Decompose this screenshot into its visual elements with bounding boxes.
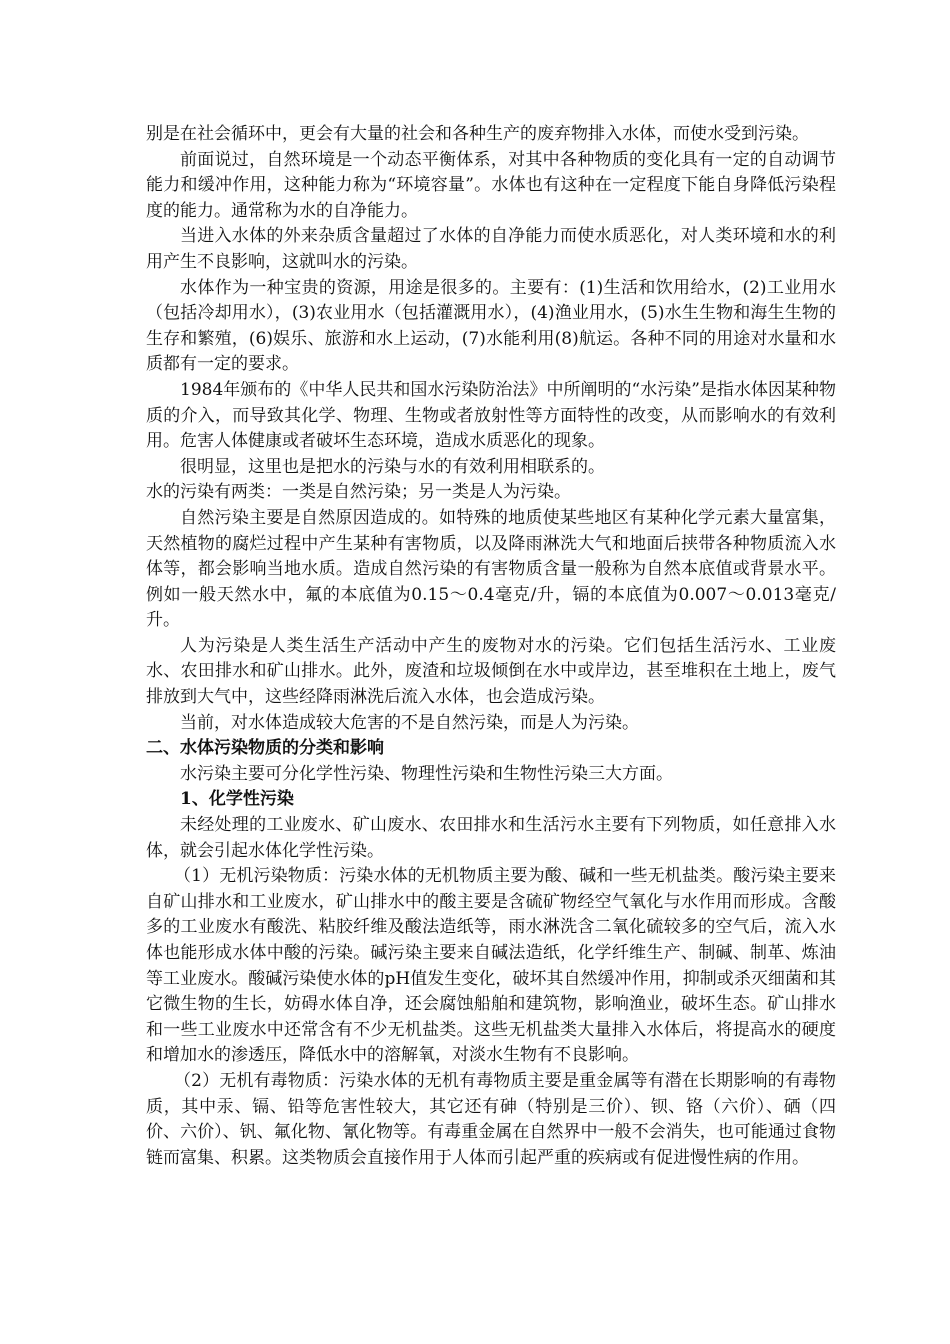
- section-heading-classification: 二、水体污染物质的分类和影响: [146, 738, 384, 759]
- paragraph-effective-use: 很明显，这里也是把水的污染与水的有效利用相联系的。: [180, 456, 605, 477]
- paragraph-untreated-wastewater: 未经处理的工业废水、矿山废水、农田排水和生活污水主要有下列物质，如任意排入水体，就会引起水体化学性污染。: [146, 815, 836, 861]
- paragraph-inorganic-pollutants: （1）无机污染物质：污染水体的无机物质主要为酸、碱和一些无机盐类。酸污染主要来自矿山排水和工业废水，矿山排水中的酸主要是含硫矿物经空气氧化与水作用而形成。含酸多的工业废水有酸洗、粘胶纤维及酸法造纸等，雨水淋洗含二氧化硫较多的空气后，流入水体也能形成水体中酸的污染。碱污染主要来自碱法造纸，化学纤维生产、制碱、制革、炼油等工业废水。酸碱污染使水体的pH值发生变化，破坏其自然缓冲作用，抑制或杀灭细菌和其它微生物的生长，妨碍水体自净，还会腐蚀船舶和建筑物，影响渔业，破坏生态。矿山排水和一些工业废水中还常含有不少无机盐类。这些无机盐类大量排入水体后，将提高水的硬度和增加水的渗透压，降低水中的溶解氧，对淡水生物有不良影响。: [146, 866, 836, 1066]
- document-page: [146, 122, 836, 1171]
- paragraph-water-uses: 水体作为一种宝贵的资源，用途是很多的。主要有：(1)生活和饮用给水，(2)工业用水（包括冷却用水），(3)农业用水（包括灌溉用水），(4)渔业用水，(5)水生生物和海生生物的生存和繁殖，(6)娱乐、旅游和水上运动，(7)水能利用(8)航运。各种不同的用途对水量和水质都有一定的要求。: [146, 277, 836, 375]
- paragraph-three-aspects: 水污染主要可分化学性污染、物理性污染和生物性污染三大方面。: [180, 763, 673, 784]
- paragraph-environment-capacity: 前面说过，自然环境是一个动态平衡体系，对其中各种物质的变化具有一定的自动调节能力和缓冲作用，这种能力称为“环境容量”。水体也有这种在一定程度下能自身降低污染程度的能力。通常称为水的自净能力。: [146, 149, 836, 221]
- paragraph-law-definition: 1984年颁布的《中华人民共和国水污染防治法》中所阐明的“水污染”是指水体因某种物质的介入，而导致其化学、物理、生物或者放射性等方面特性的改变，从而影响水的有效利用。危害人体健康或者破坏生态环境，造成水质恶化的现象。: [146, 379, 836, 452]
- paragraph-continued: 别是在社会循环中，更会有大量的社会和各种生产的废弃物排入水体，而使水受到污染。: [146, 124, 809, 144]
- subheading-chemical-pollution: 1、化学性污染: [180, 789, 294, 810]
- paragraph-human-pollution: 人为污染是人类生活生产活动中产生的废物对水的污染。它们包括生活污水、工业废水、农田排水和矿山排水。此外，废渣和垃圾倾倒在水中或岸边，甚至堆积在土地上，废气排放到大气中，这些经降雨淋洗后流入水体，也会造成污染。: [146, 635, 836, 708]
- paragraph-current-harm: 当前，对水体造成较大危害的不是自然污染，而是人为污染。: [180, 712, 639, 733]
- paragraph-natural-pollution: 自然污染主要是自然原因造成的。如特殊的地质使某些地区有某种化学元素大量富集，天然植物的腐烂过程中产生某种有害物质，以及降雨淋洗大气和地面后挟带各种物质流入水体等，都会影响当地水质。造成自然污染的有害物质含量一般称为自然本底值或背景水平。例如一般天然水中，氟的本底值为0.15～0.4毫克/升，镉的本底值为0.007～0.013毫克/升。: [146, 507, 836, 631]
- paragraph-water-pollution-definition: 当进入水体的外来杂质含量超过了水体的自净能力而使水质恶化，对人类环境和水的利用产生不良影响，这就叫水的污染。: [146, 226, 836, 272]
- paragraph-two-types: 水的污染有两类：一类是自然污染；另一类是人为污染。: [146, 482, 571, 503]
- paragraph-inorganic-toxic: （2）无机有毒物质：污染水体的无机有毒物质主要是重金属等有潜在长期影响的有毒物质，其中汞、镉、铅等危害性较大，其它还有砷（特别是三价）、钡、铬（六价）、硒（四价、六价）、钒、氟化物、氰化物等。有毒重金属在自然界中一般不会消失，也可能通过食物链而富集、积累。这类物质会直接作用于人体而引起严重的疾病或有促进慢性病的作用。: [146, 1070, 836, 1168]
